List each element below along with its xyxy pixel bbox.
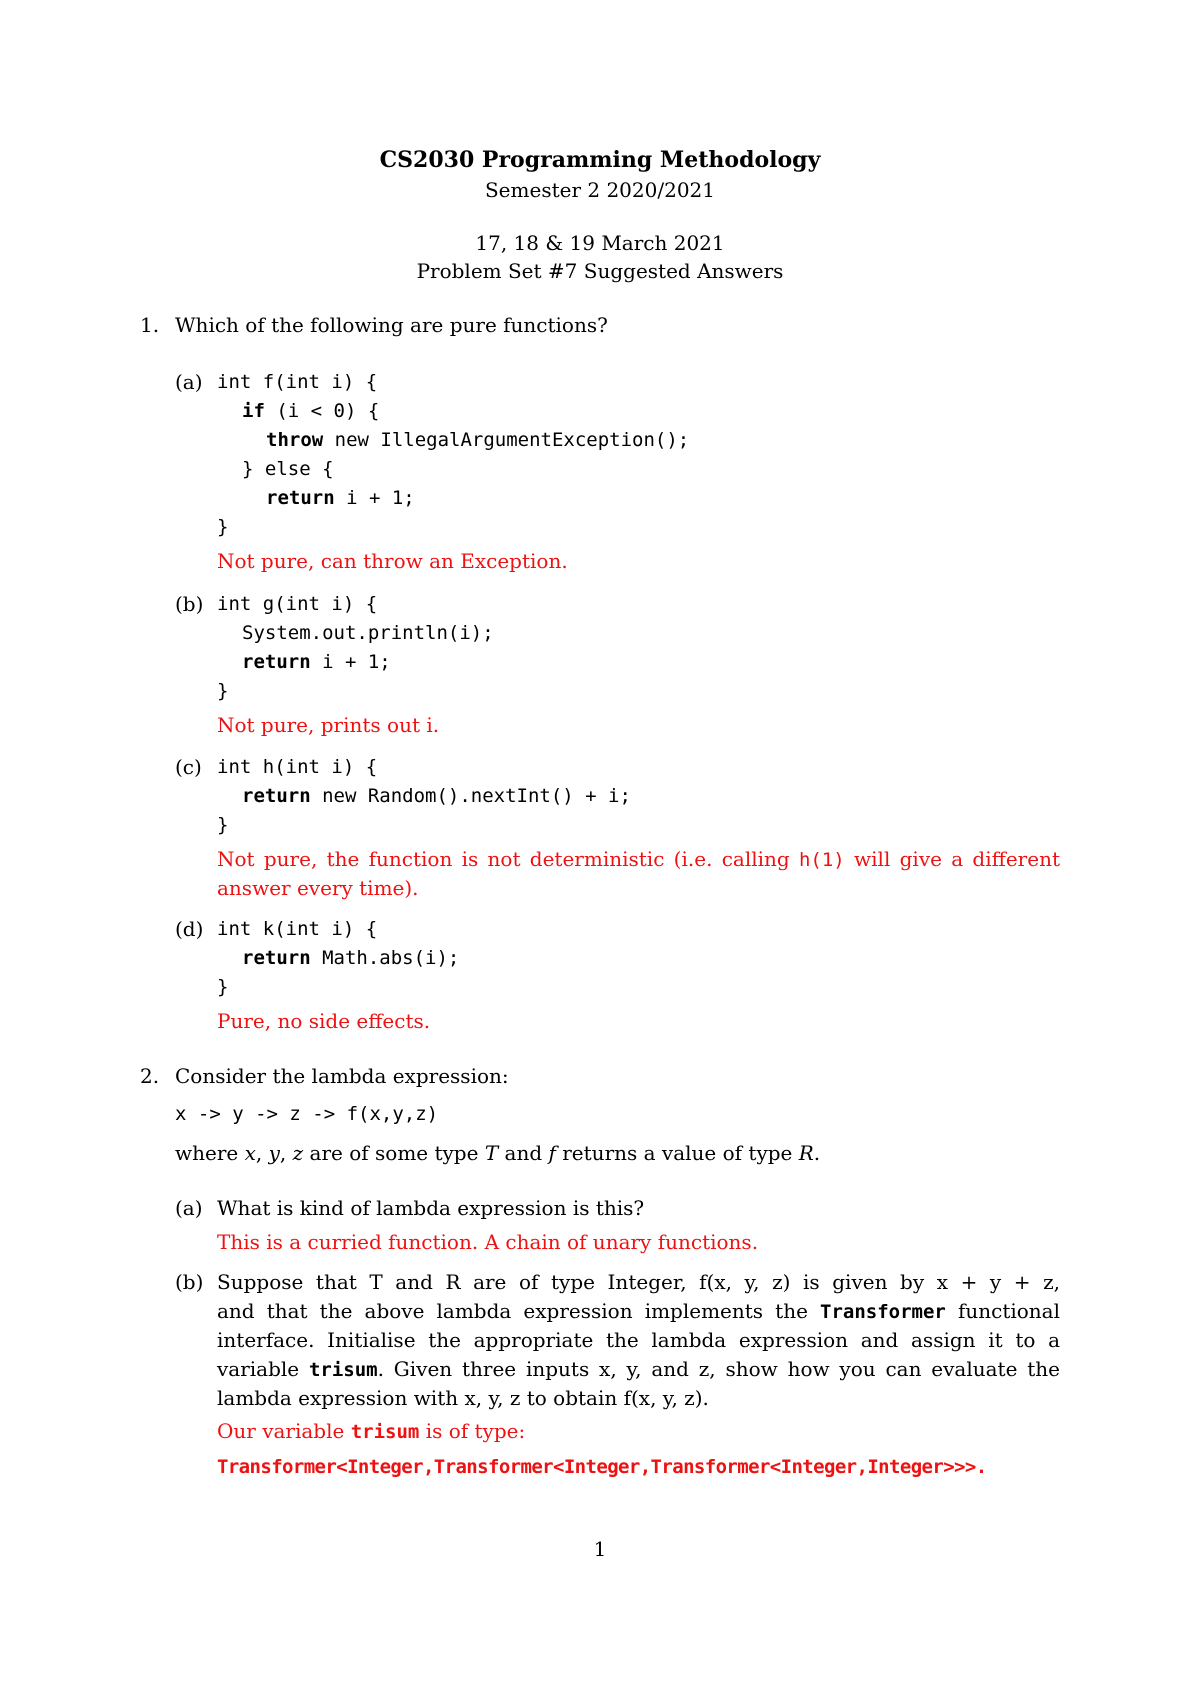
date-line: 17, 18 & 19 March 2021 bbox=[475, 231, 725, 255]
q2-prompt: Consider the lambda expression: bbox=[175, 1064, 509, 1088]
q2-number: 2. bbox=[140, 1064, 160, 1088]
problem-set-line: Problem Set #7 Suggested Answers bbox=[416, 259, 784, 283]
q1d-label: (d) bbox=[175, 917, 204, 941]
q2b-answer-line1: Our variable trisum is of type: bbox=[217, 1419, 526, 1443]
q1a-answer: Not pure, can throw an Exception. bbox=[217, 549, 568, 573]
q2-where-line: where x, y, z are of some type T and f returns a value of type R. bbox=[175, 1141, 821, 1165]
page-number: 1 bbox=[593, 1537, 607, 1561]
q1b-answer: Not pure, prints out i. bbox=[217, 713, 440, 737]
q1-number: 1. bbox=[140, 313, 160, 337]
q1c-code-line1: int h(int i) { bbox=[217, 756, 378, 778]
q1a-code-line3: throw new IllegalArgumentException(); bbox=[266, 429, 690, 451]
q1c-answer-line2: answer every time). bbox=[217, 876, 419, 900]
q1b-code-line2: System.out.println(i); bbox=[242, 622, 494, 644]
q1c-label: (c) bbox=[175, 755, 202, 779]
q1d-code-line3: } bbox=[217, 976, 229, 998]
q2a-label: (a) bbox=[175, 1196, 203, 1220]
q1a-code-line1: int f(int i) { bbox=[217, 371, 378, 393]
q2a-question: What is kind of lambda expression is this? bbox=[217, 1196, 645, 1220]
q2b-line4: variable trisum. Given three inputs x, y, and z, show how you can evaluate the bbox=[217, 1357, 1061, 1381]
q1c-code-line3: } bbox=[217, 814, 229, 836]
q1b-label: (b) bbox=[175, 592, 204, 616]
q1a-code-line6: } bbox=[217, 516, 229, 538]
q2b-label: (b) bbox=[175, 1270, 204, 1294]
q1b-code-line4: } bbox=[217, 680, 229, 702]
q2b-line3: interface. Initialise the appropriate the lambda expression and assign it to a bbox=[217, 1328, 1060, 1352]
q2b-line5: lambda expression with x, y, z to obtain f(x, y, z). bbox=[217, 1386, 709, 1410]
q1a-code-line4: } else { bbox=[242, 458, 334, 480]
q2a-answer: This is a curried function. A chain of unary functions. bbox=[217, 1230, 759, 1254]
semester-line: Semester 2 2020/2021 bbox=[484, 178, 715, 202]
q1d-code-line2: return Math.abs(i); bbox=[242, 947, 460, 969]
q1-prompt: Which of the following are pure functions? bbox=[175, 313, 608, 337]
q1b-code-line1: int g(int i) { bbox=[217, 593, 378, 615]
q1c-code-line2: return new Random().nextInt() + i; bbox=[242, 785, 631, 807]
q1b-code-line3: return i + 1; bbox=[242, 651, 391, 673]
q1a-label: (a) bbox=[175, 370, 203, 394]
q1d-answer: Pure, no side effects. bbox=[217, 1009, 431, 1033]
q2b-line1: Suppose that T and R are of type Integer, f(x, y, z) is given by x + y + z, bbox=[217, 1270, 1060, 1294]
q1a-code-line2: if (i < 0) { bbox=[242, 400, 380, 422]
q1a-code-line5: return i + 1; bbox=[266, 487, 415, 509]
q1d-code-line1: int k(int i) { bbox=[217, 918, 378, 940]
q2b-answer-type: Transformer<Integer,Transformer<Integer,Transformer<Integer,Integer>>>. bbox=[217, 1456, 987, 1478]
q2-lambda-expression: x -> y -> z -> f(x,y,z) bbox=[175, 1103, 439, 1125]
q1c-answer-line1: Not pure, the function is not deterministic (i.e. calling h(1) will give a different bbox=[217, 847, 1060, 871]
document-title: CS2030 Programming Methodology bbox=[379, 147, 821, 173]
q2b-line2: and that the above lambda expression implements the Transformer functional bbox=[217, 1299, 1060, 1323]
